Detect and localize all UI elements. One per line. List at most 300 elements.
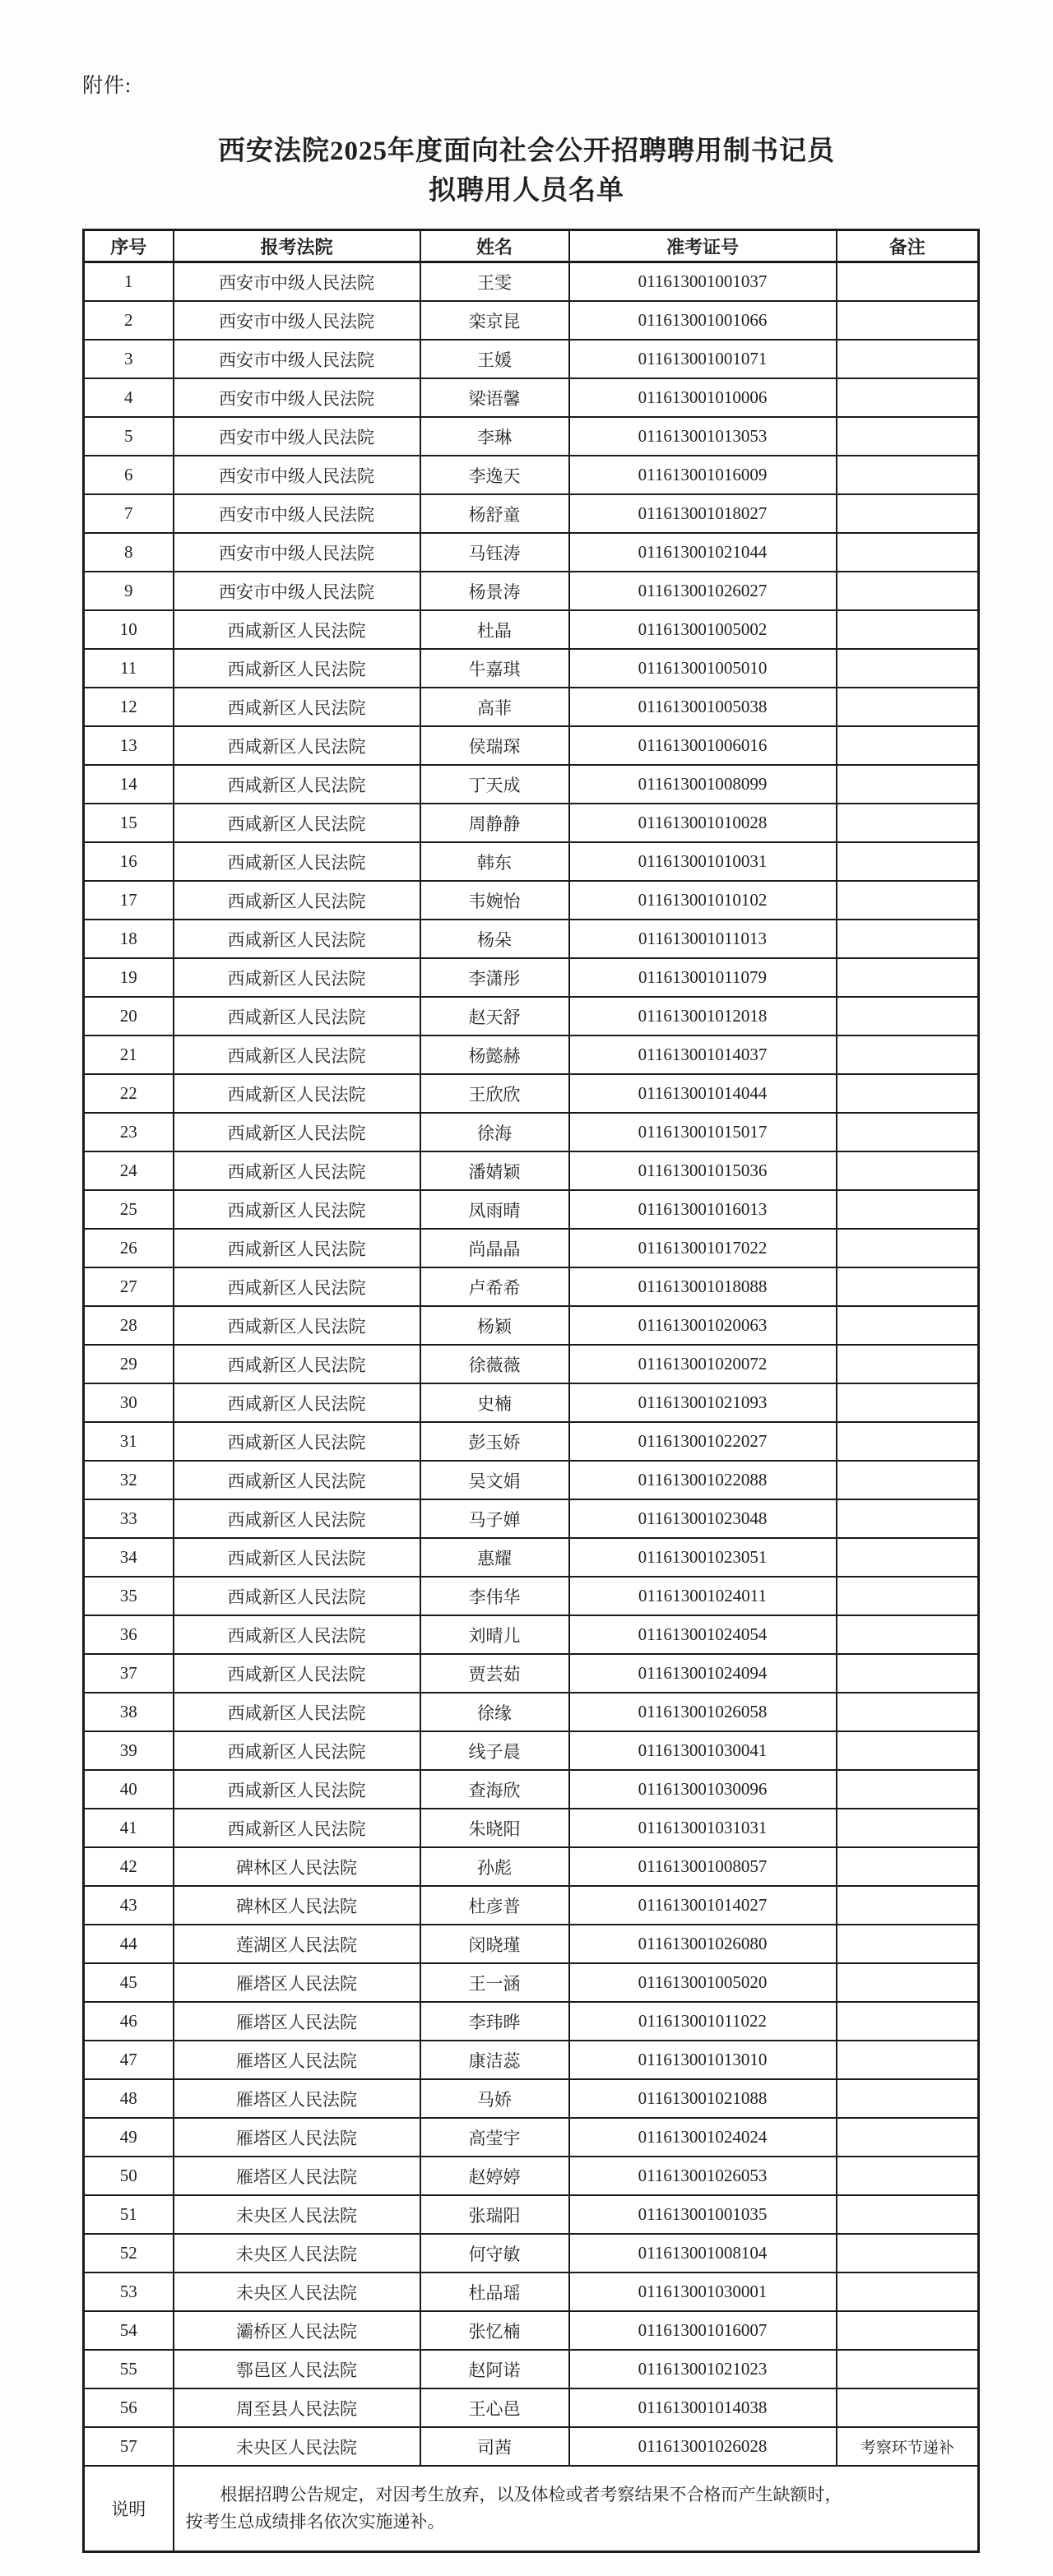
remark-cell (837, 1190, 979, 1229)
ticket-cell: 011613001010031 (569, 842, 837, 881)
court-cell: 西咸新区人民法院 (174, 920, 420, 958)
court-cell: 西咸新区人民法院 (174, 726, 420, 765)
name-cell: 凤雨晴 (420, 1190, 569, 1229)
ticket-cell: 011613001023048 (569, 1499, 837, 1538)
row-no-cell: 56 (84, 2388, 174, 2427)
court-cell: 西安市中级人民法院 (174, 262, 420, 302)
ticket-cell: 011613001022088 (569, 1461, 837, 1499)
remark-cell (837, 1499, 979, 1538)
row-no-cell: 13 (84, 726, 174, 765)
ticket-cell: 011613001014027 (569, 1886, 837, 1925)
court-cell: 西安市中级人民法院 (174, 494, 420, 533)
name-cell: 史楠 (420, 1383, 569, 1422)
table-row (84, 1190, 979, 1229)
name-cell: 徐薇薇 (420, 1345, 569, 1383)
row-no-cell: 15 (84, 804, 174, 842)
court-cell: 西咸新区人民法院 (174, 1151, 420, 1190)
ticket-cell: 011613001023051 (569, 1538, 837, 1577)
row-no-cell: 31 (84, 1422, 174, 1461)
table-row (84, 2350, 979, 2388)
court-cell: 西咸新区人民法院 (174, 1113, 420, 1151)
remark-cell (837, 2157, 979, 2195)
table-row (84, 1345, 979, 1383)
row-no-cell: 57 (84, 2427, 174, 2466)
table-row (84, 2118, 979, 2157)
note-label-cell: 说明 (84, 2466, 174, 2552)
table-row (84, 2041, 979, 2079)
remark-cell (837, 1615, 979, 1654)
table-row (84, 1229, 979, 1267)
ticket-cell: 011613001026027 (569, 572, 837, 610)
name-cell: 彭玉娇 (420, 1422, 569, 1461)
ticket-cell: 011613001013010 (569, 2041, 837, 2079)
remark-cell (837, 1770, 979, 1809)
name-cell: 线子晨 (420, 1731, 569, 1770)
table-row (84, 1422, 979, 1461)
table-row (84, 494, 979, 533)
row-no-cell: 27 (84, 1267, 174, 1306)
court-cell: 西咸新区人民法院 (174, 1654, 420, 1693)
row-no-cell: 21 (84, 1035, 174, 1074)
row-no-cell: 41 (84, 1809, 174, 1847)
row-no-cell: 35 (84, 1577, 174, 1615)
table-row (84, 1654, 979, 1693)
page-title-line2: 拟聘用人员名单 (429, 176, 624, 206)
row-no-cell: 46 (84, 2002, 174, 2041)
row-no-cell: 45 (84, 1963, 174, 2002)
ticket-cell: 011613001011079 (569, 958, 837, 997)
remark-cell (837, 649, 979, 688)
row-no-cell: 52 (84, 2234, 174, 2273)
name-cell: 李玮晔 (420, 2002, 569, 2041)
ticket-cell: 011613001015036 (569, 1151, 837, 1190)
ticket-cell: 011613001001071 (569, 340, 837, 378)
table-row (84, 1461, 979, 1499)
remark-cell (837, 610, 979, 649)
name-cell: 韦婉怡 (420, 881, 569, 920)
table-row (84, 456, 979, 494)
table-row (84, 842, 979, 881)
ticket-cell: 011613001014038 (569, 2388, 837, 2427)
table-row (84, 417, 979, 456)
name-cell: 张瑞阳 (420, 2195, 569, 2234)
name-cell: 贾芸茹 (420, 1654, 569, 1693)
column-header-2: 姓名 (420, 230, 569, 262)
row-no-cell: 20 (84, 997, 174, 1035)
court-cell: 雁塔区人民法院 (174, 2041, 420, 2079)
remark-cell (837, 2350, 979, 2388)
table-row (84, 997, 979, 1035)
table-row (84, 1538, 979, 1577)
table-row (84, 881, 979, 920)
table-row (84, 1499, 979, 1538)
table-row (84, 2002, 979, 2041)
remark-cell (837, 1074, 979, 1113)
ticket-cell: 011613001026058 (569, 1693, 837, 1731)
table-row (84, 1693, 979, 1731)
table-row (84, 1963, 979, 2002)
name-cell: 赵婷婷 (420, 2157, 569, 2195)
row-no-cell: 18 (84, 920, 174, 958)
name-cell: 卢希希 (420, 1267, 569, 1306)
name-cell: 杜品瑶 (420, 2273, 569, 2311)
court-cell: 未央区人民法院 (174, 2195, 420, 2234)
remark-cell (837, 572, 979, 610)
court-cell: 未央区人民法院 (174, 2273, 420, 2311)
table-row (84, 1809, 979, 1847)
ticket-cell: 011613001006016 (569, 726, 837, 765)
name-cell: 侯瑞琛 (420, 726, 569, 765)
remark-cell (837, 1693, 979, 1731)
remark-cell (837, 1345, 979, 1383)
remark-cell (837, 2195, 979, 2234)
table-row (84, 572, 979, 610)
note-row (84, 2466, 979, 2552)
ticket-cell: 011613001024011 (569, 1577, 837, 1615)
table-row (84, 1847, 979, 1886)
row-no-cell: 24 (84, 1151, 174, 1190)
column-header-3: 准考证号 (569, 230, 837, 262)
row-no-cell: 50 (84, 2157, 174, 2195)
court-cell: 未央区人民法院 (174, 2234, 420, 2273)
name-cell: 徐海 (420, 1113, 569, 1151)
remark-cell (837, 1422, 979, 1461)
ticket-cell: 011613001016007 (569, 2311, 837, 2350)
table-row (84, 1383, 979, 1422)
column-header-4: 备注 (837, 230, 979, 262)
row-no-cell: 51 (84, 2195, 174, 2234)
table-row (84, 1035, 979, 1074)
table-row (84, 2388, 979, 2427)
ticket-cell: 011613001014044 (569, 1074, 837, 1113)
remark-cell (837, 533, 979, 572)
remark-cell (837, 2234, 979, 2273)
table-row (84, 533, 979, 572)
table-row (84, 2427, 979, 2466)
name-cell: 司茜 (420, 2427, 569, 2466)
ticket-cell: 011613001024054 (569, 1615, 837, 1654)
court-cell: 西安市中级人民法院 (174, 533, 420, 572)
name-cell: 康洁蕊 (420, 2041, 569, 2079)
table-row (84, 1074, 979, 1113)
court-cell: 西安市中级人民法院 (174, 378, 420, 417)
name-cell: 王心邑 (420, 2388, 569, 2427)
court-cell: 西咸新区人民法院 (174, 688, 420, 726)
name-cell: 周静静 (420, 804, 569, 842)
name-cell: 王一涵 (420, 1963, 569, 2002)
name-cell: 刘晴儿 (420, 1615, 569, 1654)
name-cell: 杨朵 (420, 920, 569, 958)
ticket-cell: 011613001018088 (569, 1267, 837, 1306)
court-cell: 碑林区人民法院 (174, 1847, 420, 1886)
court-cell: 雁塔区人民法院 (174, 2157, 420, 2195)
court-cell: 西咸新区人民法院 (174, 1306, 420, 1345)
name-cell: 杨颖 (420, 1306, 569, 1345)
court-cell: 周至县人民法院 (174, 2388, 420, 2427)
court-cell: 西安市中级人民法院 (174, 572, 420, 610)
court-cell: 西咸新区人民法院 (174, 1538, 420, 1577)
ticket-cell: 011613001021093 (569, 1383, 837, 1422)
row-no-cell: 53 (84, 2273, 174, 2311)
table-row (84, 2311, 979, 2350)
note-text-line2: 按考生总成绩排名依次实施递补。 (185, 2512, 445, 2532)
ticket-cell: 011613001011013 (569, 920, 837, 958)
court-cell: 雁塔区人民法院 (174, 1963, 420, 2002)
remark-cell (837, 1538, 979, 1577)
ticket-cell: 011613001021044 (569, 533, 837, 572)
court-cell: 西咸新区人民法院 (174, 1731, 420, 1770)
ticket-cell: 011613001005002 (569, 610, 837, 649)
table-header-row (84, 230, 979, 262)
ticket-cell: 011613001005038 (569, 688, 837, 726)
remark-cell (837, 997, 979, 1035)
ticket-cell: 011613001021023 (569, 2350, 837, 2388)
remark-cell (837, 1461, 979, 1499)
ticket-cell: 011613001010102 (569, 881, 837, 920)
court-cell: 西咸新区人民法院 (174, 1074, 420, 1113)
ticket-cell: 011613001012018 (569, 997, 837, 1035)
court-cell: 雁塔区人民法院 (174, 2002, 420, 2041)
row-no-cell: 34 (84, 1538, 174, 1577)
row-no-cell: 1 (84, 262, 174, 302)
remark-cell (837, 1113, 979, 1151)
ticket-cell: 011613001018027 (569, 494, 837, 533)
ticket-cell: 011613001021088 (569, 2079, 837, 2118)
ticket-cell: 011613001001035 (569, 2195, 837, 2234)
remark-cell (837, 301, 979, 340)
court-cell: 西咸新区人民法院 (174, 610, 420, 649)
row-no-cell: 30 (84, 1383, 174, 1422)
table-row (84, 2157, 979, 2195)
row-no-cell: 3 (84, 340, 174, 378)
remark-cell (837, 1306, 979, 1345)
court-cell: 雁塔区人民法院 (174, 2118, 420, 2157)
remark-cell (837, 1809, 979, 1847)
name-cell: 闵晓瑾 (420, 1925, 569, 1963)
remark-cell (837, 378, 979, 417)
ticket-cell: 011613001005010 (569, 649, 837, 688)
row-no-cell: 26 (84, 1229, 174, 1267)
table-row (84, 2273, 979, 2311)
ticket-cell: 011613001026028 (569, 2427, 837, 2466)
row-no-cell: 23 (84, 1113, 174, 1151)
ticket-cell: 011613001010028 (569, 804, 837, 842)
row-no-cell: 7 (84, 494, 174, 533)
table-row (84, 1925, 979, 1963)
table-row (84, 1731, 979, 1770)
ticket-cell: 011613001016013 (569, 1190, 837, 1229)
table-row (84, 2195, 979, 2234)
remark-cell (837, 688, 979, 726)
name-cell: 李逸天 (420, 456, 569, 494)
table-row (84, 1151, 979, 1190)
name-cell: 张忆楠 (420, 2311, 569, 2350)
ticket-cell: 011613001024094 (569, 1654, 837, 1693)
table-row (84, 726, 979, 765)
name-cell: 杜彦普 (420, 1886, 569, 1925)
row-no-cell: 16 (84, 842, 174, 881)
table-row (84, 1886, 979, 1925)
row-no-cell: 44 (84, 1925, 174, 1963)
row-no-cell: 28 (84, 1306, 174, 1345)
court-cell: 西咸新区人民法院 (174, 997, 420, 1035)
ticket-cell: 011613001011022 (569, 2002, 837, 2041)
name-cell: 栾京昆 (420, 301, 569, 340)
table-row (84, 2234, 979, 2273)
row-no-cell: 39 (84, 1731, 174, 1770)
table-row (84, 301, 979, 340)
table-row (84, 804, 979, 842)
table-row (84, 920, 979, 958)
table-row (84, 2079, 979, 2118)
table-row (84, 340, 979, 378)
ticket-cell: 011613001026080 (569, 1925, 837, 1963)
court-cell: 西咸新区人民法院 (174, 881, 420, 920)
name-cell: 杜晶 (420, 610, 569, 649)
court-cell: 未央区人民法院 (174, 2427, 420, 2466)
ticket-cell: 011613001031031 (569, 1809, 837, 1847)
row-no-cell: 32 (84, 1461, 174, 1499)
name-cell: 徐缘 (420, 1693, 569, 1731)
court-cell: 灞桥区人民法院 (174, 2311, 420, 2350)
remark-cell (837, 340, 979, 378)
row-no-cell: 33 (84, 1499, 174, 1538)
name-cell: 高菲 (420, 688, 569, 726)
ticket-cell: 011613001016009 (569, 456, 837, 494)
row-no-cell: 11 (84, 649, 174, 688)
ticket-cell: 011613001005020 (569, 1963, 837, 2002)
row-no-cell: 54 (84, 2311, 174, 2350)
court-cell: 西安市中级人民法院 (174, 456, 420, 494)
row-no-cell: 6 (84, 456, 174, 494)
row-no-cell: 47 (84, 2041, 174, 2079)
court-cell: 西咸新区人民法院 (174, 1809, 420, 1847)
row-no-cell: 43 (84, 1886, 174, 1925)
court-cell: 西咸新区人民法院 (174, 1229, 420, 1267)
row-no-cell: 14 (84, 765, 174, 804)
name-cell: 何守敏 (420, 2234, 569, 2273)
ticket-cell: 011613001030041 (569, 1731, 837, 1770)
remark-cell (837, 958, 979, 997)
name-cell: 王媛 (420, 340, 569, 378)
table-row (84, 1770, 979, 1809)
row-no-cell: 42 (84, 1847, 174, 1886)
name-cell: 朱晓阳 (420, 1809, 569, 1847)
table-row (84, 262, 979, 302)
row-no-cell: 12 (84, 688, 174, 726)
table-row (84, 610, 979, 649)
court-cell: 碑林区人民法院 (174, 1886, 420, 1925)
remark-cell (837, 1035, 979, 1074)
row-no-cell: 8 (84, 533, 174, 572)
row-no-cell: 2 (84, 301, 174, 340)
court-cell: 鄠邑区人民法院 (174, 2350, 420, 2388)
ticket-cell: 011613001030096 (569, 1770, 837, 1809)
name-cell: 吴文娟 (420, 1461, 569, 1499)
remark-cell (837, 1731, 979, 1770)
court-cell: 西安市中级人民法院 (174, 301, 420, 340)
row-no-cell: 29 (84, 1345, 174, 1383)
court-cell: 西咸新区人民法院 (174, 1615, 420, 1654)
court-cell: 西咸新区人民法院 (174, 1499, 420, 1538)
name-cell: 杨懿赫 (420, 1035, 569, 1074)
remark-cell (837, 494, 979, 533)
column-header-1: 报考法院 (174, 230, 420, 262)
table-row (84, 688, 979, 726)
table-row (84, 649, 979, 688)
remark-cell (837, 1654, 979, 1693)
remark-cell (837, 2041, 979, 2079)
row-no-cell: 9 (84, 572, 174, 610)
remark-cell (837, 2273, 979, 2311)
table-row (84, 958, 979, 997)
name-cell: 梁语馨 (420, 378, 569, 417)
row-no-cell: 38 (84, 1693, 174, 1731)
name-cell: 尚晶晶 (420, 1229, 569, 1267)
ticket-cell: 011613001014037 (569, 1035, 837, 1074)
court-cell: 西咸新区人民法院 (174, 1693, 420, 1731)
court-cell: 西咸新区人民法院 (174, 1770, 420, 1809)
ticket-cell: 011613001008099 (569, 765, 837, 804)
remark-cell (837, 1383, 979, 1422)
remark-cell (837, 2002, 979, 2041)
table-row (84, 378, 979, 417)
ticket-cell: 011613001013053 (569, 417, 837, 456)
ticket-cell: 011613001008104 (569, 2234, 837, 2273)
court-cell: 西安市中级人民法院 (174, 340, 420, 378)
row-no-cell: 19 (84, 958, 174, 997)
remark-cell: 考察环节递补 (837, 2427, 979, 2466)
table-row (84, 1577, 979, 1615)
ticket-cell: 011613001030001 (569, 2273, 837, 2311)
row-no-cell: 55 (84, 2350, 174, 2388)
ticket-cell: 011613001015017 (569, 1113, 837, 1151)
remark-cell (837, 804, 979, 842)
ticket-cell: 011613001020072 (569, 1345, 837, 1383)
court-cell: 西咸新区人民法院 (174, 1267, 420, 1306)
remark-cell (837, 2079, 979, 2118)
court-cell: 西咸新区人民法院 (174, 958, 420, 997)
page-title-line1: 西安法院2025年度面向社会公开招聘聘用制书记员 (218, 137, 835, 166)
ticket-cell: 011613001026053 (569, 2157, 837, 2195)
remark-cell (837, 1577, 979, 1615)
court-cell: 西咸新区人民法院 (174, 1035, 420, 1074)
court-cell: 西咸新区人民法院 (174, 649, 420, 688)
name-cell: 王欣欣 (420, 1074, 569, 1113)
name-cell: 马子婵 (420, 1499, 569, 1538)
row-no-cell: 36 (84, 1615, 174, 1654)
note-text-cell (174, 2466, 979, 2552)
court-cell: 西咸新区人民法院 (174, 1190, 420, 1229)
row-no-cell: 17 (84, 881, 174, 920)
ticket-cell: 011613001017022 (569, 1229, 837, 1267)
table-row (84, 765, 979, 804)
court-cell: 西咸新区人民法院 (174, 1461, 420, 1499)
court-cell: 西安市中级人民法院 (174, 417, 420, 456)
name-cell: 杨景涛 (420, 572, 569, 610)
ticket-cell: 011613001024024 (569, 2118, 837, 2157)
remark-cell (837, 2311, 979, 2350)
court-cell: 西咸新区人民法院 (174, 765, 420, 804)
ticket-cell: 011613001010006 (569, 378, 837, 417)
name-cell: 查海欣 (420, 1770, 569, 1809)
name-cell: 李伟华 (420, 1577, 569, 1615)
remark-cell (837, 1151, 979, 1190)
row-no-cell: 22 (84, 1074, 174, 1113)
court-cell: 雁塔区人民法院 (174, 2079, 420, 2118)
name-cell: 李琳 (420, 417, 569, 456)
name-cell: 牛嘉琪 (420, 649, 569, 688)
